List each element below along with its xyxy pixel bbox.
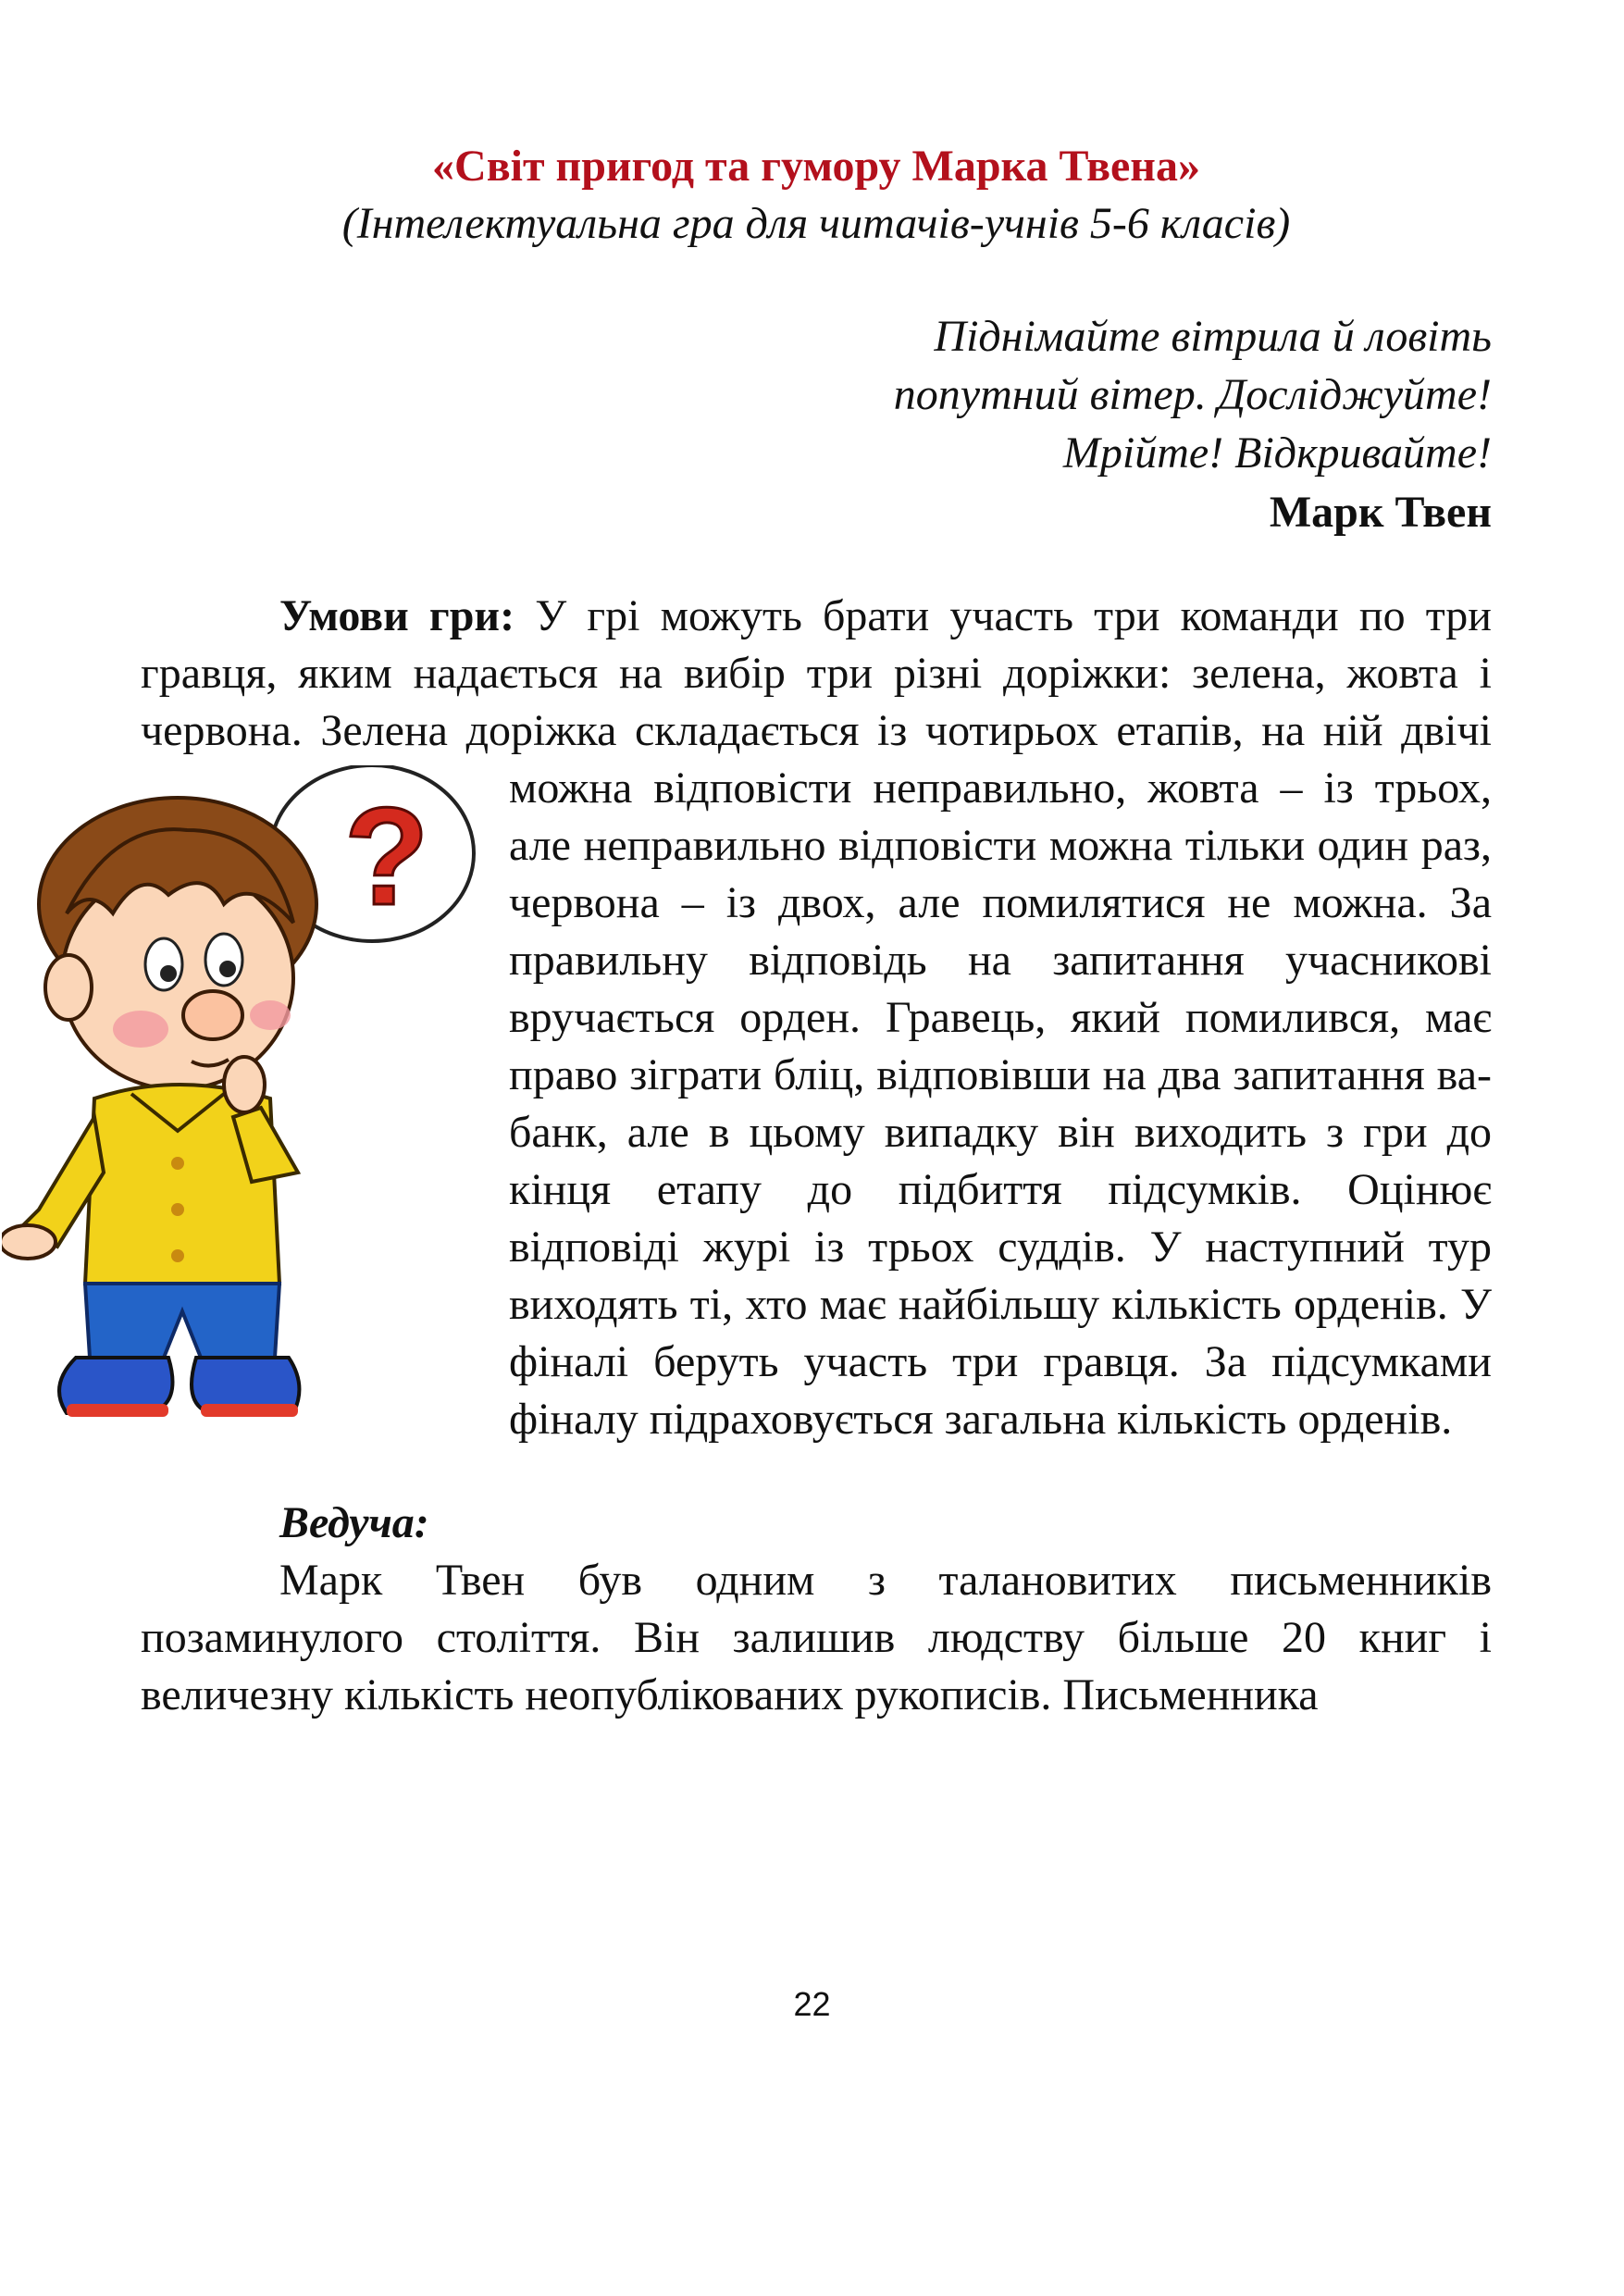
epigraph-line: Мрійте! Відкривайте! [1062,428,1492,478]
page-title: «Світ пригод та гумору Марка Твена» [432,142,1200,191]
host-text: Марк Твен був одним з талановитих письменників позаминулого століття. Він залишив людству більше 20 книг і величезну кількість неопублікованих рукописів. Письменника [141,1556,1492,1719]
rules-text-start: У грі можуть брати участь три команди по три гравця, яким надається на вибір три різні доріжки: зелена, жовта і червона. Зелена доріжка складається із чотирьох етапів, на ній двічі можна відповісти неправильно, жовта – із [141,591,1492,813]
thinking-boy-illustration [2,765,492,1432]
rules-text-continued: трьох, але неправильно відповісти можна тільки один раз, червона – із двох, але помилятися не можна. За правильну відповідь на запитання учасникові вручається орден. Гравець, який помилився, має право зіграти бліц, відповівши на два запитання ва-банк, але в цьому випадку він виходить з гри до кінця етапу до підбиття підсумків. Оцінює відповіді журі із трьох суддів. У наступний тур виходять ті, хто має найбільшу кількість орденів. У фіналі беруть участь три гравця. За підсумками фіналу підраховується загальна кількість орденів. [509,763,1492,1444]
rules-lead: Умови гри: [279,591,515,640]
page-number: 22 [793,1985,831,2023]
host-section [141,1495,1492,1724]
svg-text:?: ? [344,778,429,934]
epigraph-line: попутний вітер. Досліджуйте! [893,370,1492,419]
host-label: Ведуча: [279,1498,429,1547]
document-page [141,139,1492,1724]
epigraph-line: Піднімайте вітрила й ловіть [934,312,1492,361]
page-subtitle: (Інтелектуальна гра для читачів-учнів 5-6 класів) [341,199,1291,248]
epigraph-author: Марк Твен [1269,488,1492,537]
epigraph [141,307,1492,541]
game-rules-paragraph [141,588,1492,1448]
